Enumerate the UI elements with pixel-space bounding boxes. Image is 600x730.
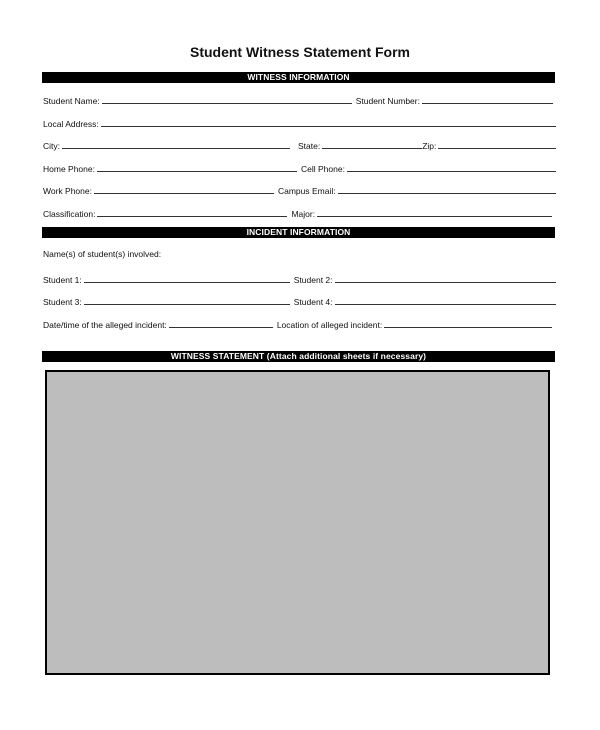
classification-major-row: [43, 205, 556, 219]
incident-location-label: Location of alleged incident:: [276, 320, 383, 330]
classification-field[interactable]: [97, 207, 287, 217]
city-state-zip-row: [43, 137, 556, 151]
student-1-field[interactable]: [84, 273, 290, 283]
student-1-2-row: [43, 271, 556, 285]
witness-information-header: WITNESS INFORMATION: [42, 72, 555, 83]
datetime-location-row: [43, 316, 556, 330]
phone-row: [43, 160, 556, 174]
page-title: Student Witness Statement Form: [189, 44, 410, 60]
incident-information-header: INCIDENT INFORMATION: [42, 227, 555, 238]
work-phone-field[interactable]: [94, 184, 274, 194]
major-field[interactable]: [317, 207, 552, 217]
incident-location-field[interactable]: [384, 318, 552, 328]
major-label: Major:: [291, 209, 316, 219]
local-address-label: Local Address:: [43, 119, 99, 129]
student-name-row: [43, 92, 556, 106]
home-phone-label: Home Phone:: [43, 164, 95, 174]
city-field[interactable]: [62, 139, 290, 149]
state-field[interactable]: [322, 139, 422, 149]
home-phone-field[interactable]: [97, 162, 297, 172]
student-3-label: Student 3:: [43, 297, 82, 307]
student-4-label: Student 4:: [293, 297, 333, 307]
student-number-label: Student Number:: [355, 96, 420, 106]
student-number-field[interactable]: [422, 94, 553, 104]
cell-phone-label: Cell Phone:: [300, 164, 345, 174]
cell-phone-field[interactable]: [347, 162, 556, 172]
names-involved-label: Name(s) of student(s) involved:: [43, 249, 162, 259]
student-2-label: Student 2:: [293, 275, 333, 285]
campus-email-label: Campus Email:: [277, 186, 336, 196]
work-phone-label: Work Phone:: [43, 186, 92, 196]
student-1-label: Student 1:: [43, 275, 82, 285]
classification-label: Classification:: [43, 209, 96, 219]
witness-statement-header: WITNESS STATEMENT (Attach additional sheets if necessary): [42, 351, 555, 362]
witness-statement-textarea[interactable]: [45, 370, 550, 675]
student-name-label: Student Name:: [43, 96, 100, 106]
campus-email-field[interactable]: [338, 184, 556, 194]
incident-datetime-field[interactable]: [169, 318, 273, 328]
incident-datetime-label: Date/time of the alleged incident:: [43, 320, 167, 330]
work-email-row: [43, 182, 556, 196]
student-4-field[interactable]: [335, 295, 556, 305]
local-address-field[interactable]: [101, 117, 556, 127]
student-2-field[interactable]: [335, 273, 556, 283]
student-3-field[interactable]: [84, 295, 290, 305]
local-address-row: [43, 115, 556, 129]
student-3-4-row: [43, 293, 556, 307]
zip-label: Zip:: [422, 141, 437, 151]
student-name-field[interactable]: [102, 94, 352, 104]
city-label: City:: [43, 141, 60, 151]
state-label: State:: [298, 141, 321, 151]
zip-field[interactable]: [438, 139, 556, 149]
